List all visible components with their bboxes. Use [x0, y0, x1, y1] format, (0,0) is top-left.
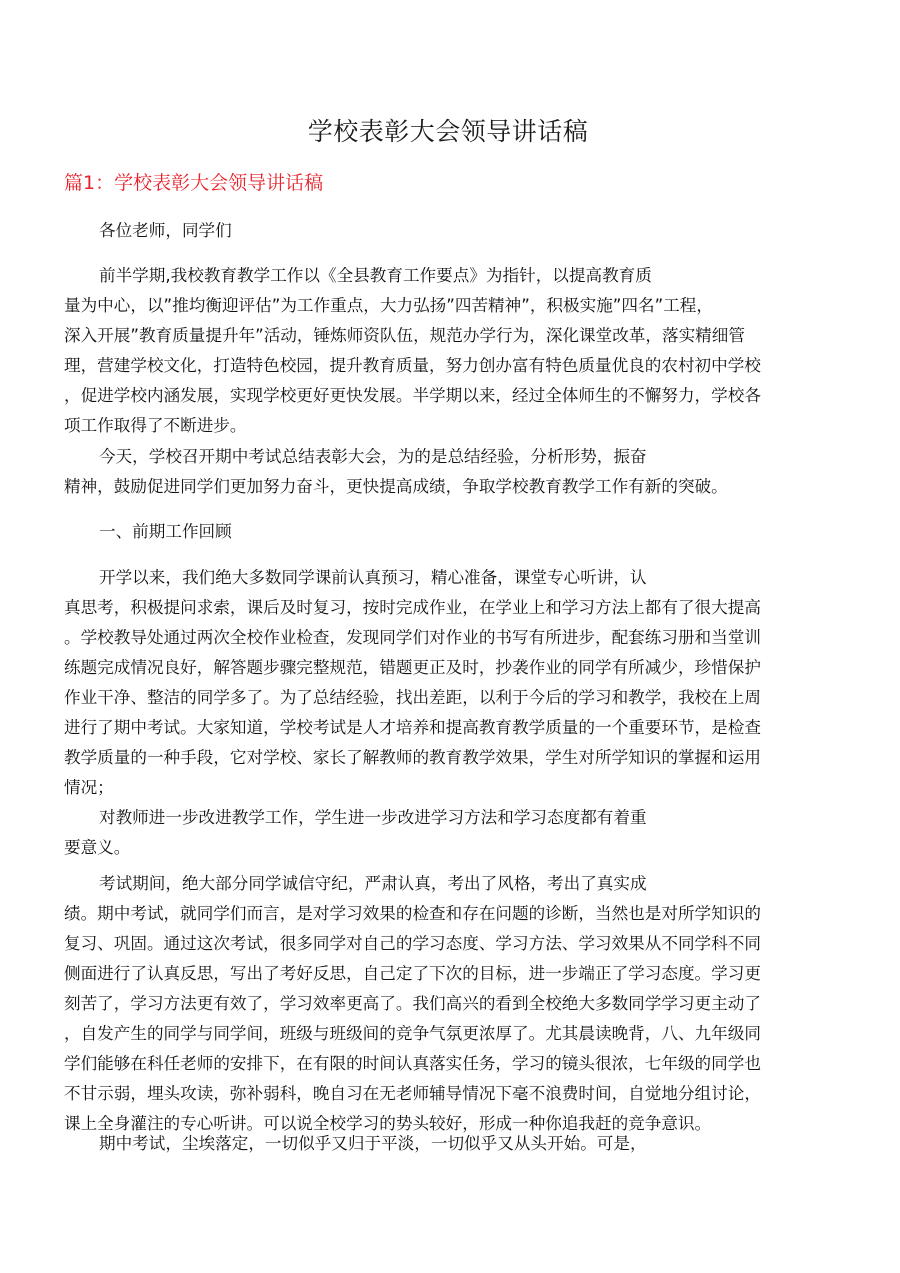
text-line: 理，营建学校文化，打造特色校园，提升教育质量，努力创办富有特色质量优良的农村初中学校	[64, 356, 761, 375]
text-line: 考试期间，绝大部分同学诚信守纪，严肃认真，考出了风格，考出了真实成	[99, 874, 647, 893]
text-line: 。学校教导处通过两次全校作业检查，发现同学们对作业的书写有所进步，配套练习册和当堂训	[64, 628, 761, 647]
text-line: 侧面进行了认真反思，写出了考好反思，自己定了下次的目标，进一步端正了学习态度。学习更	[64, 964, 761, 983]
text-line: 要意义。	[64, 838, 131, 857]
text-line: 项工作取得了不断进步。	[64, 416, 247, 435]
after-exam-paragraph	[64, 1129, 832, 1159]
exam-period-paragraph	[64, 869, 832, 1139]
text-line: 真思考，积极提问求索，课后及时复习，按时完成作业，在学业上和学习方法上都有了很大提高	[64, 598, 761, 617]
text-line: 绩。期中考试，就同学们而言，是对学习效果的检查和存在问题的诊断，当然也是对所学知识的	[64, 904, 761, 923]
text-line: 教学质量的一种手段，它对学校、家长了解教师的教育教学效果，学生对所学知识的掌握和运用	[64, 748, 761, 767]
text-line: 开学以来，我们绝大多数同学课前认真预习，精心准备，课堂专心听讲，认	[99, 568, 647, 587]
text-line: 深入开展”教育质量提升年”活动，锤炼师资队伍，规范办学行为，深化课堂改革，落实精细管	[64, 326, 745, 345]
section-heading: 篇1：学校表彰大会领导讲话稿	[64, 172, 324, 194]
text-line: 不甘示弱，埋头攻读，弥补弱科，晚自习在无老师辅导情况下毫不浪费时间，自觉地分组讨论，	[64, 1084, 761, 1103]
text-line: 课上全身灌注的专心听讲。可以说全校学习的势头较好，形成一种你追我赶的竞争意识。	[64, 1114, 712, 1133]
intro-paragraph	[64, 261, 832, 441]
text-line: 进行了期中考试。大家知道，学校考试是人才培养和提高教育教学质量的一个重要环节，是检查	[64, 718, 761, 737]
review-paragraph	[64, 563, 832, 803]
text-line: 学们能够在科任老师的安排下，在有限的时间认真落实任务，学习的镜头很浓，七年级的同学也	[64, 1054, 761, 1073]
text-line: 精神，鼓励促进同学们更加努力奋斗，更快提高成绩，争取学校教育教学工作有新的突破。	[64, 477, 728, 496]
text-line: 复习、巩固。通过这次考试，很多同学对自己的学习态度、学习方法、学习效果从不同学科不同	[64, 934, 761, 953]
text-line: 各位老师，同学们	[99, 221, 232, 240]
text-line: ，促进学校内涵发展，实现学校更好更快发展。半学期以来，经过全体师生的不懈努力，学校各	[64, 386, 761, 405]
text-line: 量为中心，以”推均衡迎评估”为工作重点，大力弘扬”四苦精神”，积极实施”四名”工程，	[64, 296, 713, 315]
text-line: 前半学期,我校教育教学工作以《全县教育工作要点》为指针，以提高教育质	[99, 266, 652, 285]
text-line: 情况；	[64, 778, 114, 797]
significance-paragraph	[64, 803, 832, 863]
document-title: 学校表彰大会领导讲话稿	[307, 117, 589, 146]
text-line: ，自发产生的同学与同学间，班级与班级间的竞争气氛更浓厚了。尤其晨读晚背，八、九年级同	[64, 1024, 761, 1043]
text-line: 一、前期工作回顾	[99, 522, 232, 541]
text-line: 期中考试，尘埃落定，一切似乎又归于平淡，一切似乎又从头开始。可是，	[99, 1134, 647, 1153]
text-line: 刻苦了，学习方法更有效了，学习效率更高了。我们高兴的看到全校绝大多数同学学习更主动了	[64, 994, 761, 1013]
text-line: 作业干净、整洁的同学多了。为了总结经验，找出差距，以利于今后的学习和教学，我校在上周	[64, 688, 761, 707]
text-line: 对教师进一步改进教学工作，学生进一步改进学习方法和学习态度都有着重	[99, 808, 647, 827]
purpose-paragraph	[64, 442, 832, 502]
subheading-review	[64, 517, 832, 547]
greeting-paragraph	[64, 216, 832, 246]
text-line: 练题完成情况良好，解答题步骤完整规范，错题更正及时，抄袭作业的同学有所减少，珍惜保护	[64, 658, 761, 677]
text-line: 今天，学校召开期中考试总结表彰大会，为的是总结经验，分析形势，振奋	[99, 447, 647, 466]
